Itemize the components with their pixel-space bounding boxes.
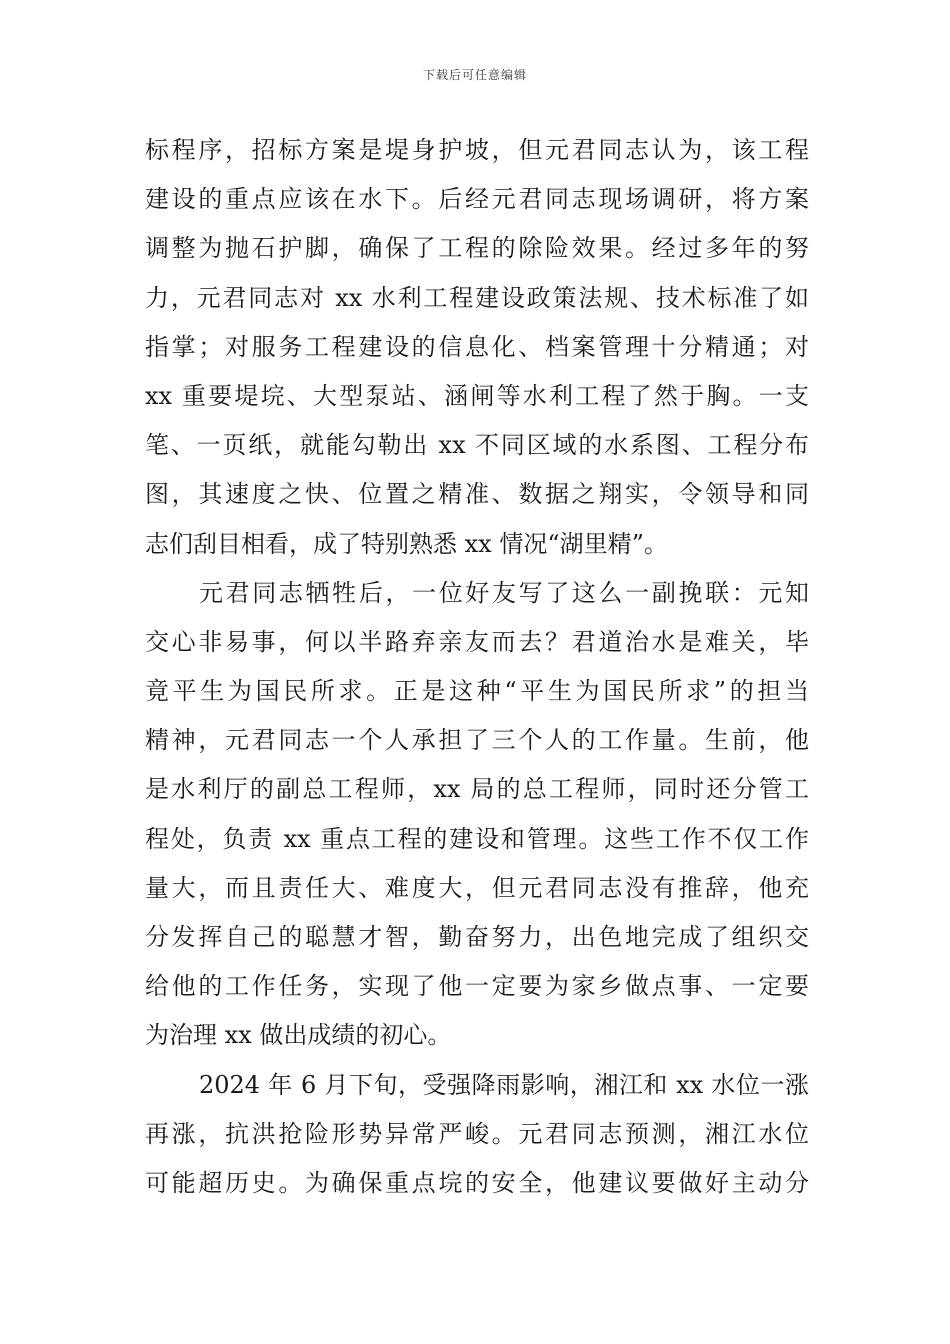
paragraph xyxy=(145,1061,809,1209)
paragraph-line: 图，其速度之快、位置之精准、数据之翔实，令领导和同 xyxy=(145,480,809,509)
paragraph-line: 可能超历史。为确保重点垸的安全，他建议要做好主动分 xyxy=(145,1168,809,1197)
paragraph-line: 给他的工作任务，实现了他一定要为家乡做点事、一定要 xyxy=(145,972,809,1001)
paragraph-line: 量大，而且责任大、难度大，但元君同志没有推辞，他充 xyxy=(145,873,809,902)
paragraph-line: 建设的重点应该在水下。后经元君同志现场调研，将方案 xyxy=(145,185,809,214)
paragraph-line: 竟平生为国民所求。正是这种“平生为国民所求”的担当 xyxy=(145,677,809,706)
paragraph-line: 指掌；对服务工程建设的信息化、档案管理十分精通；对 xyxy=(145,332,809,361)
body-text xyxy=(145,126,809,1208)
paragraph-line: 精神，元君同志一个人承担了三个人的工作量。生前，他 xyxy=(145,726,809,755)
paragraph-line: 2024 年 6 月下旬，受强降雨影响，湘江和 xx 水位一涨 xyxy=(199,1070,809,1099)
paragraph-line: 力，元君同志对 xx 水利工程建设政策法规、技术标准了如 xyxy=(145,283,809,312)
paragraph-line: 标程序，招标方案是堤身护坡，但元君同志认为，该工程 xyxy=(145,136,809,164)
paragraph-line: 程处，负责 xx 重点工程的建设和管理。这些工作不仅工作 xyxy=(145,824,809,853)
paragraph-line: xx 重要堤垸、大型泵站、涵闸等水利工程了然于胸。一支 xyxy=(145,381,809,410)
paragraph-line: 笔、一页纸，就能勾勒出 xx 不同区域的水系图、工程分布 xyxy=(145,431,809,460)
paragraph xyxy=(145,569,809,1061)
paragraph-line: 分发挥自己的聪慧才智，勤奋努力，出色地完成了组织交 xyxy=(145,923,809,951)
paragraph-line: 是水利厅的副总工程师，xx 局的总工程师，同时还分管工 xyxy=(145,775,809,804)
paragraph-line: 志们刮目相看，成了特别熟悉 xx 情况“湖里精”。 xyxy=(145,529,668,558)
paragraph xyxy=(145,126,809,569)
paragraph-line: 调整为抛石护脚，确保了工程的除险效果。经过多年的努 xyxy=(145,234,809,263)
header-note: 下载后可任意编辑 xyxy=(422,68,527,82)
paragraph-line: 元君同志牺牲后，一位好友写了这么一副挽联：元知 xyxy=(199,578,809,607)
paragraph-line: 交心非易事，何以半路弃亲友而去？君道治水是难关，毕 xyxy=(145,627,809,656)
paragraph-line: 再涨，抗洪抢险形势异常严峻。元君同志预测，湘江水位 xyxy=(145,1119,809,1148)
paragraph-line: 为治理 xx 做出成绩的初心。 xyxy=(145,1021,452,1050)
